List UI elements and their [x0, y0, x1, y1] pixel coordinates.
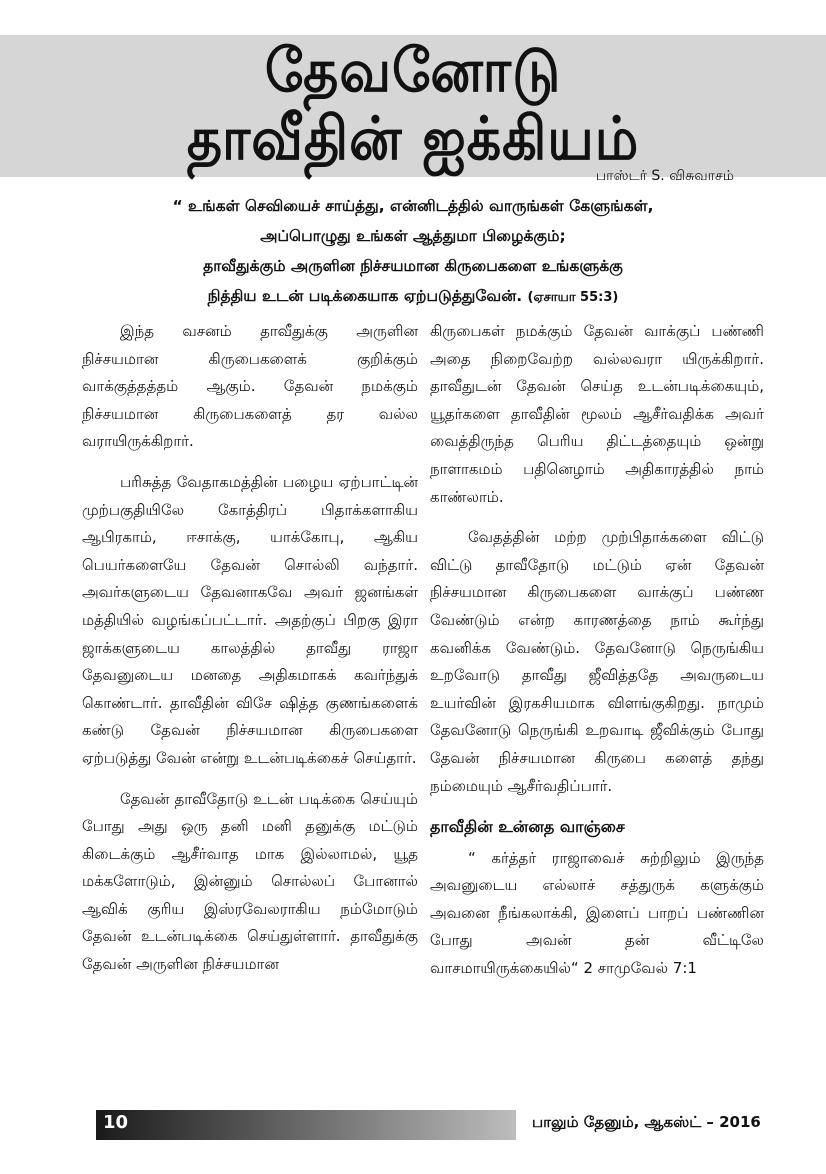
author-byline: பாஸ்டர் S. விசுவாசம் [595, 168, 734, 184]
left-paragraph-3: தேவன் தாவீதோடு உடன் படிக்கை செய்யும் போது அது ஒரு தனி மனி தனுக்கு மட்டும் கிடைக்கும் ஆசீர்வாத மாக இல்லாமல், யூத மக்களோடும், இன்னும் சொல்லப் போனால் ஆவிக் குரிய இஸ்ரவேலராகிய நம்மோடும் தேவன் உடன்படிக்கை செய்துள்ளார். தாவீதுக்கு தேவன் அருளின நிச்சயமான [82, 789, 418, 974]
page-title-line-1: தேவனோடு [264, 35, 562, 106]
right-paragraph-3: “ கர்த்தர் ராஜாவைச் சுற்றிலும் இருந்த அவனுடைய எல்லாச் சத்துருக் களுக்கும் அவனை நீங்கலாக்கி, இளைப் பாறப் பண்ணின போது அவன் தன் வீட்டிலே வாசமாயிருக்கையில்“ 2 சாமுவேல் 7:1 [430, 848, 764, 978]
scripture-reference: (ஏசாயா 55:3) [527, 290, 619, 305]
scripture-quote-text: நித்திய உடன் படிக்கையாக ஏற்படுத்துவேன். [207, 287, 523, 305]
scripture-quote-line-3: தாவீதுக்கும் அருளின நிச்சயமான கிருபைகளை உங்களுக்கு [203, 257, 623, 275]
left-paragraph-1: இந்த வசனம் தாவீதுக்கு அருளின நிச்சயமான கிருபைகளைக் குறிக்கும் வாக்குத்தத்தம் ஆகும். தேவன் நமக்கும் நிச்சயமான கிருபைகளைத் தர வல்ல வராயிருக்கிறார். [82, 322, 418, 451]
scripture-quote-line-2: அப்பொழுது உங்கள் ஆத்துமா பிழைக்கும்; [260, 227, 566, 245]
right-paragraph-2: வேதத்தின் மற்ற முற்பிதாக்களை விட்டு விட்டு தாவீதோடு மட்டும் ஏன் தேவன் நிச்சயமான கிருபைகளை வாக்குப் பண்ண வேண்டும் என்ற காரணத்தை நாம் கூர்ந்து கவனிக்க வேண்டும். தேவனோடு நெருங்கிய உறவோடு தாவீது ஜீவித்ததே அவருடைய உயர்வின் இரகசியமாக விளங்குகிறது. நாமும் தேவனோடு நெருங்கி உறவாடி ஜீவிக்கும் போது தேவன் நிச்சயமான கிருபை களைத் தந்து நம்மையும் ஆசீர்வதிப்பார். [430, 528, 764, 795]
section-subheading: தாவீதின் உன்னத வாஞ்சை [430, 817, 625, 837]
magazine-issue: பாலும் தேனும், ஆகஸ்ட் – 2016 [532, 1113, 761, 1131]
footer-bar [96, 1110, 516, 1140]
scripture-quote-line-1: “ உங்கள் செவியைச் சாய்த்து, என்னிடத்தில் வாருங்கள் கேளுங்கள், [172, 197, 654, 215]
right-column [430, 318, 764, 996]
scripture-quote-line-4 [80, 287, 746, 307]
page-title-line-2: தாவீதின் ஐக்கியம் [186, 103, 640, 174]
page-number: 10 [103, 1112, 129, 1133]
left-column [82, 318, 418, 992]
right-paragraph-1: கிருபைகள் நமக்கும் தேவன் வாக்குப் பண்ணி அதை நிறைவேற்ற வல்லவரா யிருக்கிறார். தாவீதுடன் தேவன் செய்த உடன்படிக்கையும், யூதர்களை தாவீதின் மூலம் ஆசீர்வதிக்க அவர் வைத்திருந்த பெரிய திட்டத்தையும் ஒன்று நாளாகமம் பதினெழாம் அதிகாரத்தில் நாம் காண்லாம். [430, 322, 764, 506]
left-paragraph-2: பரிசுத்த வேதாகமத்தின் பழைய ஏற்பாட்டின் முற்பகுதியிலே கோத்திரப் பிதாக்களாகிய ஆபிரகாம், ஈசாக்கு, யாக்கோபு, ஆகிய பெயர்களையே தேவன் சொல்லி வந்தார். அவர்களுடைய தேவனாகவே அவர் ஜனங்கள் மத்தியில் வழங்கப்பட்டார். அதற்குப் பிறகு இரா ஜாக்களுடைய காலத்தில் தாவீது ராஜா தேவனுடைய மனதை அதிகமாகக் கவர்ந்துக் கொண்டார். தாவீதின் விசே ஷித்த குணங்களைக் கண்டு தேவன் நிச்சயமான கிருபைகளை ஏற்படுத்து வேன் என்று உடன்படிக்கைச் செய்தார். [82, 472, 418, 767]
